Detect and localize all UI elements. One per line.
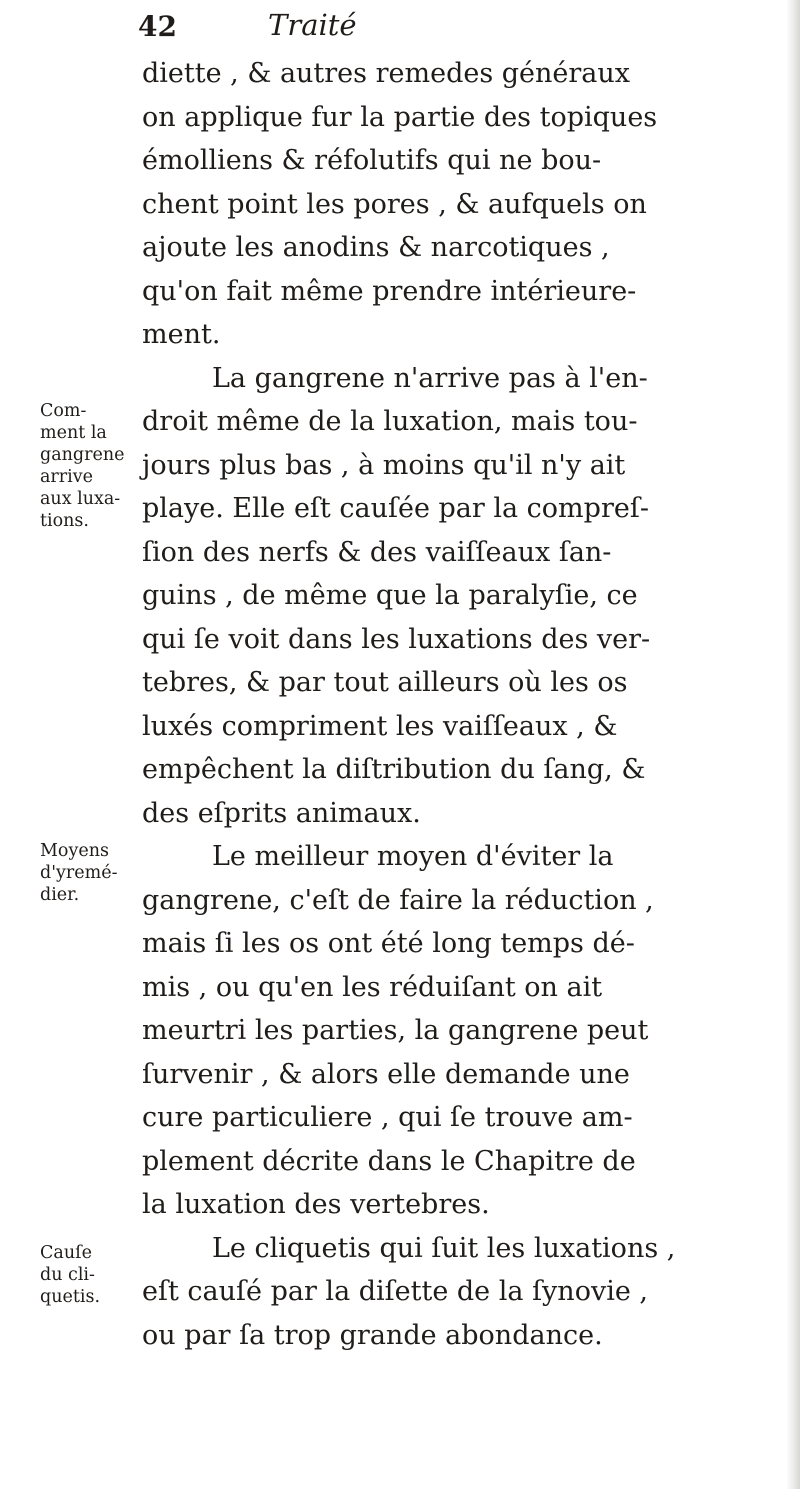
text-line: des eſprits animaux. xyxy=(142,797,421,829)
text-line: ou par ſa trop grande abondance. xyxy=(142,1319,603,1351)
margin-note-line: aux luxa- xyxy=(40,489,121,509)
text-line: tebres, & par tout ailleurs où les os xyxy=(142,667,628,698)
text-line: plement décrite dans le Chapitre de xyxy=(142,1145,636,1177)
margin-note-line: dier. xyxy=(40,885,80,905)
paragraph-start-line: La gangrene n'arrive pas à l'en- xyxy=(212,362,648,394)
margin-note-line: du cli- xyxy=(40,1265,95,1285)
text-line: meurtri les parties, la gangrene peut xyxy=(142,1015,649,1046)
text-line: jours plus bas , à moins qu'il n'y ait xyxy=(142,449,626,481)
running-title: Traité xyxy=(268,8,357,42)
text-line: droit même de la luxation, mais tou- xyxy=(142,406,638,437)
text-line: luxés compriment les vaiſſeaux , & xyxy=(142,710,618,742)
margin-note-cliquetis xyxy=(40,1242,140,1308)
page-number: 42 xyxy=(138,10,177,43)
text-line: on applique fur la partie des topiques xyxy=(142,101,658,133)
margin-note-line: Moyens xyxy=(40,841,109,861)
text-line: diette , & autres remedes généraux xyxy=(142,58,631,89)
text-line: mis , ou qu'en les réduiſant on ait xyxy=(142,971,603,1003)
text-line: émolliens & réfolutifs qui ne bou- xyxy=(142,145,602,176)
text-line: empêchent la diſtribution du ſang, & xyxy=(142,754,646,785)
margin-note-line: gangrene xyxy=(40,445,125,465)
margin-note-line: d'yremé- xyxy=(40,863,118,883)
text-line: guins , de même que la paralyſie, ce xyxy=(142,580,638,611)
text-line: la luxation des vertebres. xyxy=(142,1189,490,1220)
text-line: qui ſe voit dans les luxations des ver- xyxy=(142,623,651,655)
text-line: playe. Elle eſt cauſée par la compreſ- xyxy=(142,493,649,524)
text-line: cure particuliere , qui ſe trouve am- xyxy=(142,1102,633,1133)
paragraph-start-line: Le cliquetis qui ſuit les luxations , xyxy=(212,1232,676,1264)
text-line: ment. xyxy=(142,319,221,350)
margin-note-line: tions. xyxy=(40,511,89,531)
margin-note-remedy xyxy=(40,840,140,906)
margin-note-line: Com- xyxy=(40,401,87,421)
margin-note-gangrene xyxy=(40,400,140,532)
body-text xyxy=(142,52,782,1357)
running-header xyxy=(138,10,778,50)
text-line: chent point les pores , & aufquels on xyxy=(142,188,647,220)
margin-note-line: ment la xyxy=(40,423,107,443)
text-line: gangrene, c'eſt de faire la réduction , xyxy=(142,884,654,916)
margin-note-line: Cauſe xyxy=(40,1243,92,1263)
paragraph-start-line: Le meilleur moyen d'éviter la xyxy=(212,841,614,872)
text-line: eſt cauſé par la diſette de la ſynovie , xyxy=(142,1276,648,1307)
text-line: ſurvenir , & alors elle demande une xyxy=(142,1058,630,1090)
text-line: ſion des nerfs & des vaiſſeaux ſan- xyxy=(142,536,612,568)
margin-note-line: quetis. xyxy=(40,1287,101,1307)
text-line: ajoute les anodins & narcotiques , xyxy=(142,232,610,263)
margin-note-line: arrive xyxy=(40,467,94,487)
text-line: qu'on fait même prendre intérieure- xyxy=(142,275,637,307)
page-edge-shadow xyxy=(786,0,800,1489)
text-line: mais ſi les os ont été long temps dé- xyxy=(142,928,635,959)
